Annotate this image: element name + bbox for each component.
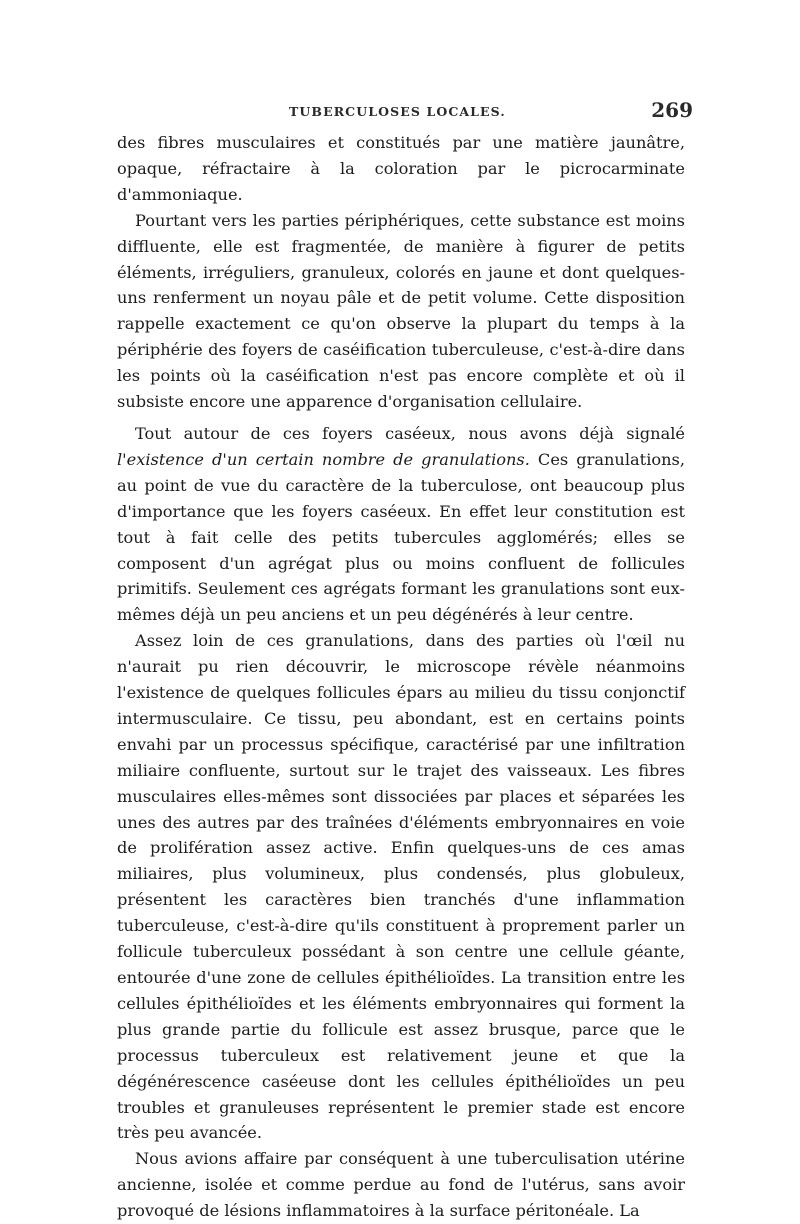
- paragraph-3-text-end: Ces granulations, au point de vue du caractère de la tuberculose, ont beaucoup plus d'importance que les foyers caséeux. En effet leur constitution est tout à fait celle des petits tubercules agglomérés; elles se composent d'un agrégat plus ou moins confluent de follicules primitifs. Seulement ces agrégats formant les granulations sont eux-mêmes déjà un peu anciens et un peu dégénérés à leur centre.: [117, 449, 685, 625]
- paragraph-3: [117, 421, 685, 628]
- paragraph-5: Nous avions affaire par conséquent à une tuberculisation utérine ancienne, isolée et comme perdue au fond de l'utérus, sans avoir provoqué de lésions inflammatoires à la surface péritonéale. La: [117, 1149, 685, 1221]
- page-number: 269: [651, 98, 693, 122]
- paragraph-1: des fibres musculaires et constitués par une matière jaunâtre, opaque, réfractaire à la coloration par le picrocarminate d'ammoniaque.: [117, 133, 685, 204]
- paragraph-3-text-start: Tout autour de ces foyers caséeux, nous avons déjà signalé: [135, 423, 685, 443]
- page-header: [117, 96, 693, 130]
- running-head: TUBERCULOSES LOCALES.: [289, 104, 506, 119]
- paragraph-4: Assez loin de ces granulations, dans des parties où l'œil nu n'aurait pu rien découvrir, le microscope révèle néanmoins l'existence de quelques follicules épars au milieu du tissu conjonctif intermusculaire. Ce tissu, peu abondant, est en certains points envahi par un processus spécifique, caractérisé par une infiltration miliaire confluente, surtout sur le trajet des vaisseaux. Les fibres musculaires elles-mêmes sont dissociées par places et séparées les unes des autres par des traînées d'éléments embryonnaires en voie de prolifération assez active. Enfin quelques-uns de ces amas miliaires, plus volumineux, plus condensés, plus globuleux, présentent les caractères bien tranchés d'une inflammation tuberculeuse, c'est-à-dire qu'ils constituent à proprement parler un follicule tuberculeux possédant à son centre une cellule géante, entourée d'une zone de cellules épithélioïdes. La transition entre les cellules épithélioïdes et les éléments embryonnaires qui forment la plus grande partie du follicule est assez brusque, parce que le processus tuberculeux est relativement jeune et que la dégénérescence caséeuse dont les cellules épithélioïdes un peu troubles et granuleuses représentent le premier stade est encore très peu avancée.: [117, 631, 685, 1143]
- paragraph-2: Pourtant vers les parties périphériques, cette substance est moins diffluente, elle est fragmentée, de manière à figurer de petits éléments, irréguliers, granuleux, colorés en jaune et dont quelques-uns renferment un noyau pâle et de petit volume. Cette disposition rappelle exactement ce qu'on observe la plupart du temps à la périphérie des foyers de caséification tuberculeuse, c'est-à-dire dans les points où la caséification n'est pas encore complète et où il subsiste encore une apparence d'organisation cellulaire.: [117, 210, 685, 412]
- paragraph-3-italic-phrase: l'existence d'un certain nombre de granulations.: [117, 449, 530, 469]
- body-text: [117, 130, 685, 1224]
- book-page: [117, 96, 693, 1221]
